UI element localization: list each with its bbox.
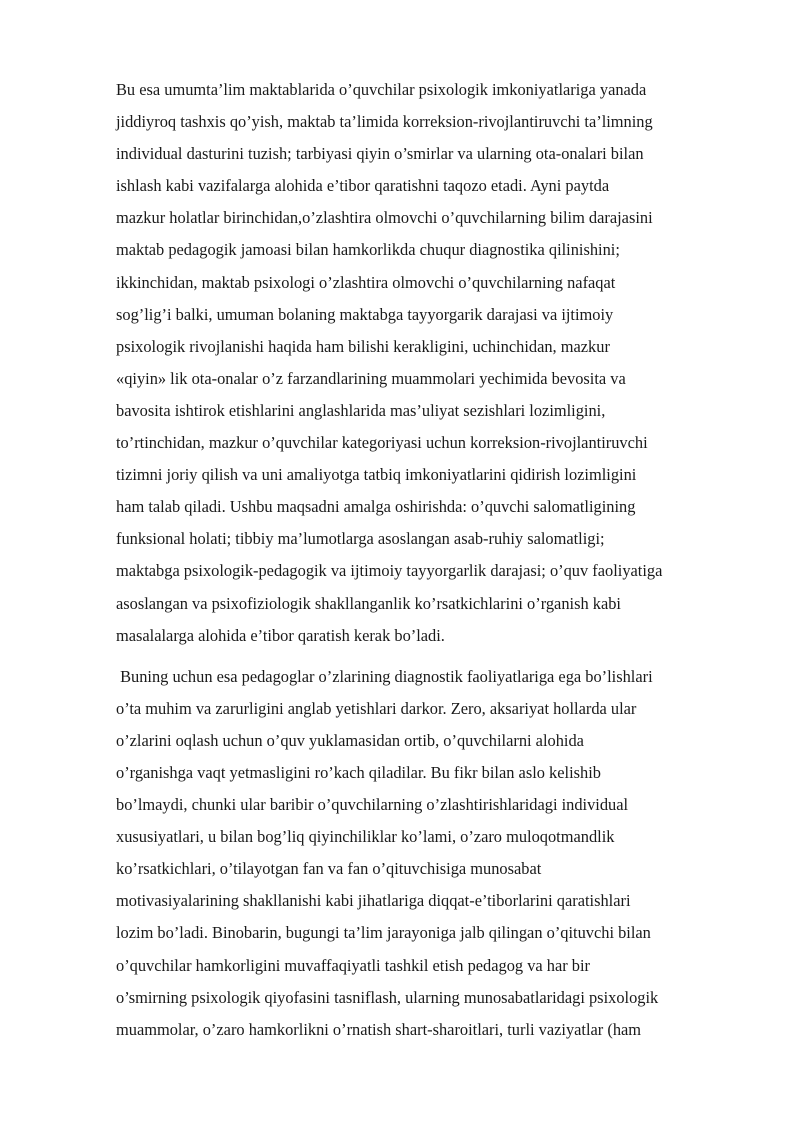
text-line: o’zlarini oqlash uchun o’quv yuklamasidan ortib, o’quvchilarni alohida: [116, 730, 584, 750]
text-line: Bu esa umumta’lim maktablarida o’quvchilar psixologik imkoniyatlariga yanada: [116, 80, 647, 99]
text-line: asoslangan va psixofiziologik shakllanganlik ko’rsatkichlarini o’rganish kabi: [116, 593, 621, 613]
text-line: Buning uchun esa pedagoglar o’zlarining diagnostik faoliyatlariga ega bo’lishlari: [116, 666, 653, 686]
text-line: o’smirning psixologik qiyofasini tasniflash, ularning munosabatlaridagi psixologik: [116, 987, 659, 1007]
text-line: xususiyatlari, u bilan bog’liq qiyinchiliklar ko’lami, o’zaro muloqotmandlik: [116, 827, 615, 847]
text-line: o’quvchilar hamkorligini muvaffaqiyatli tashkil etish pedagog va har bir: [116, 955, 590, 975]
text-line: jiddiyroq tashxis qo’yish, maktab ta’limida korreksion-rivojlantiruvchi ta’limning: [116, 112, 653, 132]
text-line: ham talab qiladi. Ushbu maqsadni amalga oshirishda: o’quvchi salomatligining: [116, 497, 636, 517]
text-line: maktab pedagogik jamoasi bilan hamkorlikda chuqur diagnostika qilinishini;: [116, 240, 620, 260]
text-line: psixologik rivojlanishi haqida ham bilishi kerakligini, uchinchidan, mazkur: [116, 336, 610, 356]
text-line: lozim bo’ladi. Binobarin, bugungi ta’lim jarayoniga jalb qilingan o’qituvchi bilan: [116, 923, 651, 943]
text-line: ikkinchidan, maktab psixologi o’zlashtira olmovchi o’quvchilarning nafaqat: [116, 272, 616, 292]
text-line: bo’lmaydi, chunki ular baribir o’quvchilarning o’zlashtirishlaridagi individual: [116, 795, 629, 815]
text-line: bavosita ishtirok etishlarini anglashlarida mas’uliyat sezishlari lozimligini,: [116, 400, 606, 420]
text-line: mazkur holatlar birinchidan,o’zlashtira olmovchi o’quvchilarning bilim darajasini: [116, 208, 653, 228]
text-line: to’rtinchidan, mazkur o’quvchilar kategoriyasi uchun korreksion-rivojlantiruvchi: [116, 433, 648, 453]
text-line: sog’lig’i balki, umuman bolaning maktabga tayyorgarik darajasi va ijtimoiy: [116, 304, 614, 324]
text-line: «qiyin» lik ota-onalar o’z farzandlarining muammolari yechimida bevosita va: [116, 368, 626, 388]
text-line: ko’rsatkichlari, o’tilayotgan fan va fan o’qituvchisiga munosabat: [116, 859, 542, 879]
paragraph-2: [116, 661, 726, 1046]
text-line: o’rganishga vaqt yetmasligini ro’kach qiladilar. Bu fikr bilan aslo kelishib: [116, 762, 601, 782]
text-line: individual dasturini tuzish; tarbiyasi qiyin o’smirlar va ularning ota-onalari bilan: [116, 144, 644, 164]
text-line: tizimni joriy qilish va uni amaliyotga tatbiq imkoniyatlarini qidirish lozimligini: [116, 465, 637, 485]
text-line: funksional holati; tibbiy ma’lumotlarga asoslangan asab-ruhiy salomatligi;: [116, 529, 605, 549]
text-line: o’ta muhim va zarurligini anglab yetishlari darkor. Zero, aksariyat hollarda ular: [116, 698, 637, 718]
text-line: masalalarga alohida e’tibor qaratish kerak bo’ladi.: [116, 625, 445, 645]
body-text: [116, 74, 726, 1046]
text-line: maktabga psixologik-pedagogik va ijtimoiy tayyorgarlik darajasi; o’quv faoliyatiga: [116, 561, 663, 581]
paragraph-1: [116, 74, 726, 652]
text-line: ishlash kabi vazifalarga alohida e’tibor qaratishni taqozo etadi. Ayni paytda: [116, 176, 610, 196]
text-line: muammolar, o’zaro hamkorlikni o’rnatish shart-sharoitlari, turli vaziyatlar (ham: [116, 1019, 642, 1039]
text-line: motivasiyalarining shakllanishi kabi jihatlariga diqqat-e’tiborlarini qaratishlari: [116, 891, 631, 911]
